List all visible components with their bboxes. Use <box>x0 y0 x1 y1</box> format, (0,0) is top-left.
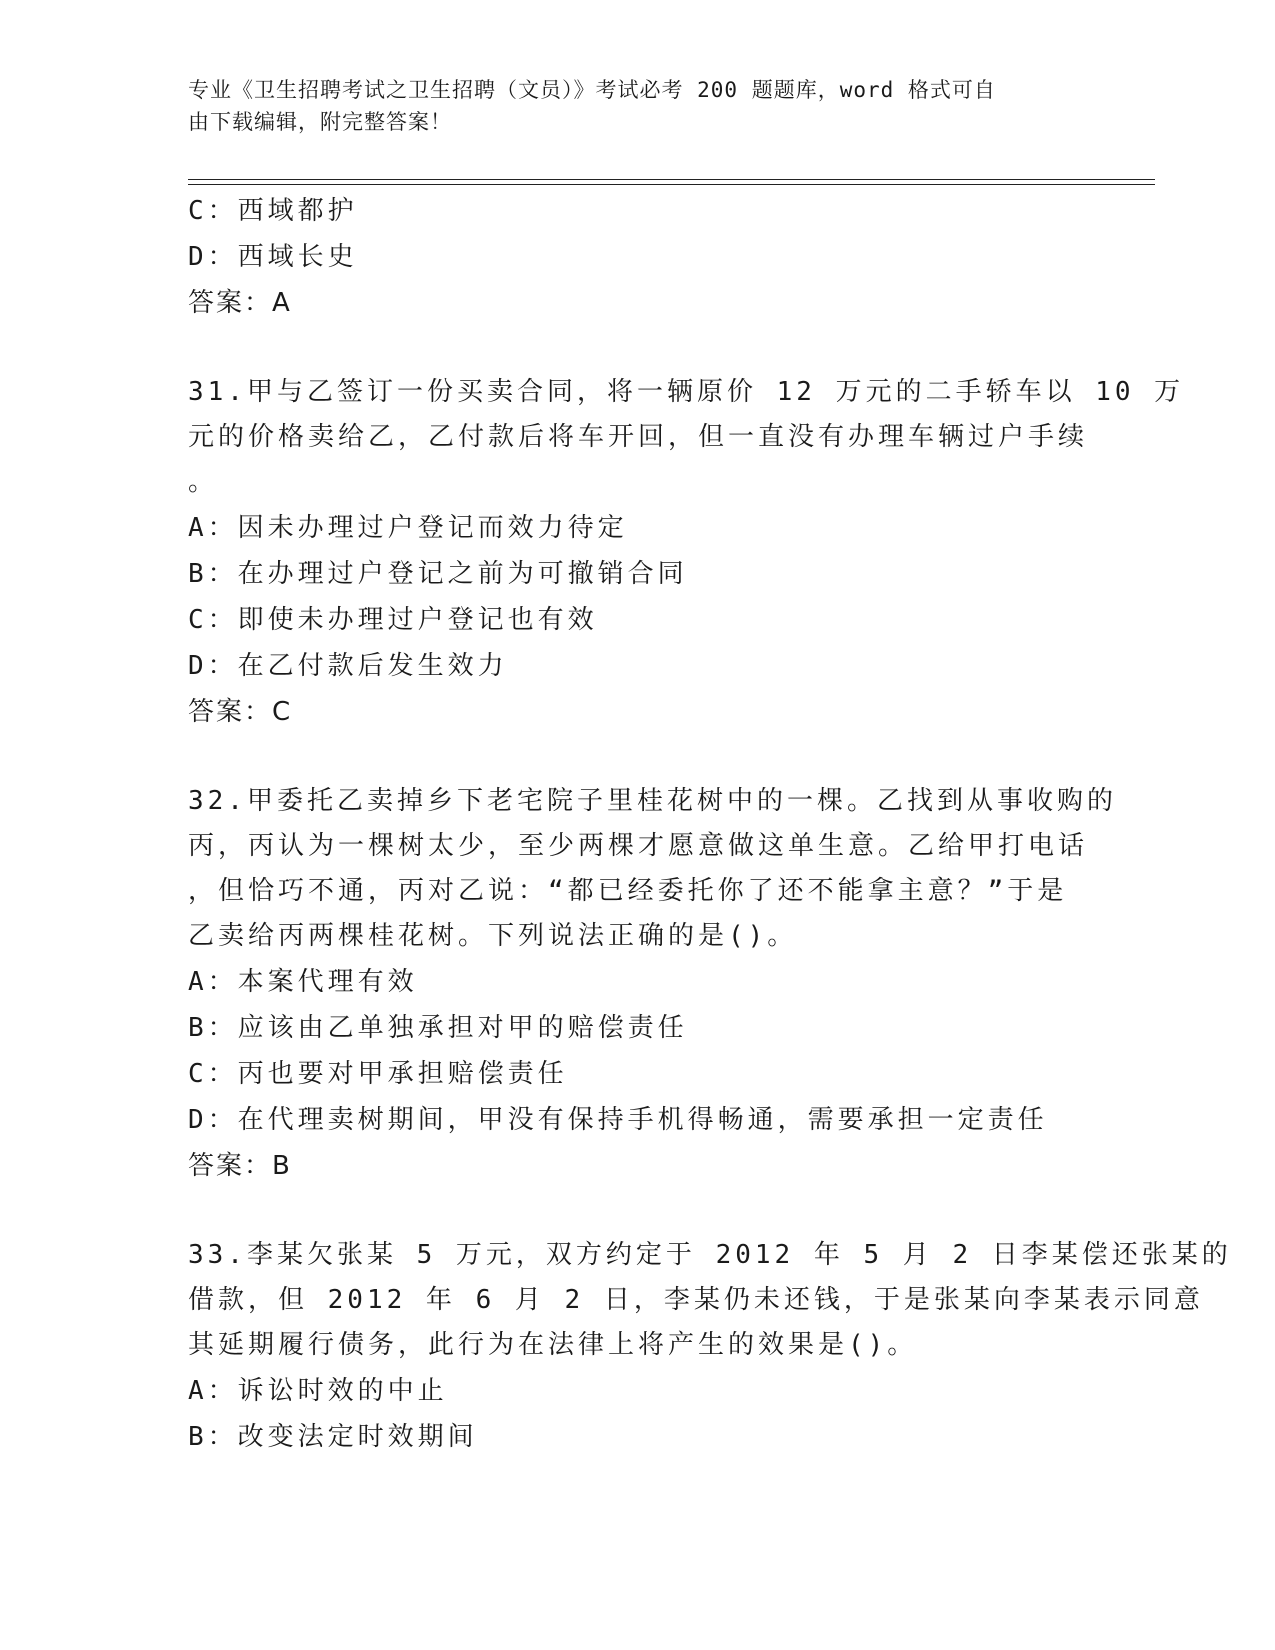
question-32 <box>188 779 1117 1189</box>
question-text-line: 33.李某欠张某 5 万元，双方约定于 2012 年 5 月 2 日李某偿还张某的 <box>188 1240 1232 1270</box>
header-divider-top <box>188 179 1155 180</box>
option-c: C：西域都护 <box>188 196 358 226</box>
question-text-line: 32.甲委托乙卖掉乡下老宅院子里桂花树中的一棵。乙找到从事收购的 <box>188 786 1117 816</box>
option-a: A：因未办理过户登记而效力待定 <box>188 513 628 543</box>
question-text-line: 借款，但 2012 年 6 月 2 日，李某仍未还钱，于是张某向李某表示同意 <box>188 1285 1204 1315</box>
answer: 答案：C <box>188 697 293 727</box>
option-d: D：西域长史 <box>188 242 358 272</box>
question-text-line: 其延期履行债务，此行为在法律上将产生的效果是()。 <box>188 1330 918 1360</box>
option-b: B：应该由乙单独承担对甲的赔偿责任 <box>188 1013 688 1043</box>
option-a: A：本案代理有效 <box>188 967 418 997</box>
option-b: B：在办理过户登记之前为可撤销合同 <box>188 559 688 589</box>
question-text-line: 31.甲与乙签订一份买卖合同，将一辆原价 12 万元的二手轿车以 10 万 <box>188 377 1185 407</box>
option-c: C：即使未办理过户登记也有效 <box>188 605 598 635</box>
option-d: D：在乙付款后发生效力 <box>188 651 508 681</box>
header-line-2: 由下载编辑，附完整答案！ <box>188 110 452 134</box>
answer: 答案：B <box>188 1151 292 1181</box>
document-header <box>188 74 1088 138</box>
option-d: D：在代理卖树期间，甲没有保持手机得畅通，需要承担一定责任 <box>188 1105 1048 1135</box>
option-a: A：诉讼时效的中止 <box>188 1376 448 1406</box>
option-c: C：丙也要对甲承担赔偿责任 <box>188 1059 568 1089</box>
question-text-line: ，但恰巧不通，丙对乙说：“都已经委托你了还不能拿主意？”于是 <box>188 876 1068 906</box>
prev-question <box>188 188 1088 326</box>
question-text-line: 丙，丙认为一棵树太少，至少两棵才愿意做这单生意。乙给甲打电话 <box>188 831 1089 861</box>
header-divider-bottom <box>188 184 1155 185</box>
question-text-line: 。 <box>188 467 219 497</box>
answer: 答案：A <box>188 288 292 318</box>
option-b: B：改变法定时效期间 <box>188 1422 478 1452</box>
question-31 <box>188 370 1185 735</box>
question-33 <box>188 1233 1232 1460</box>
header-line-1: 专业《卫生招聘考试之卫生招聘（文员）》考试必考 200 题题库，word 格式可自 <box>188 78 996 102</box>
question-text-line: 元的价格卖给乙，乙付款后将车开回，但一直没有办理车辆过户手续 <box>188 422 1089 452</box>
question-text-line: 乙卖给丙两棵桂花树。下列说法正确的是()。 <box>188 921 798 951</box>
document-body <box>188 188 1232 1460</box>
